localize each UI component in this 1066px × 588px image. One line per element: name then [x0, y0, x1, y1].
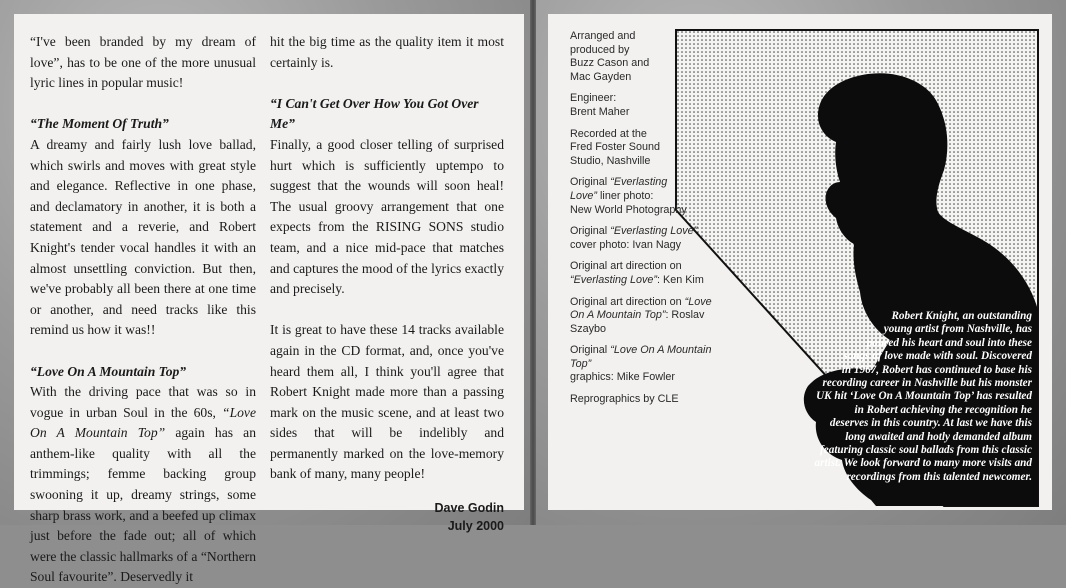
credit-producers: Arranged and produced by Buzz Cason and Mac Gayden [570, 30, 650, 83]
closing-paragraph: It is great to have these 14 tracks available again in the CD format, and, once you've heard them all, I think you'll agree that Robert Knight made more than a passing mark on the music scene, and at least two sides that will be indelibly and permanently marked on the love-memory bank of many, many people! [270, 322, 504, 482]
track-heading-cant-get-over: “I Can't Get Over How You Got Over Me” [270, 95, 479, 132]
track-review-cant-get-over: Finally, a good closer telling of surprised hurt which is sufficiently uptempo to suggest that the wounds will soon heal! The usual groovy arrangement that one expects from the RISING SONS studio team, and a nice mid-pace that matches and captures the mood of the lyrics exactly and precisely. [270, 136, 504, 297]
left-page [0, 0, 530, 585]
track-review-moment-of-truth: A dreamy and fairly lush love ballad, which swirls and moves with great style and elegance. Reflective in one phase, and declamatory in another, it is both a statement and a reverie, and Robert Knight's tender vocal handles it with an almost unsettling conviction. But then, we've probably all been there at one time or another, and need tracks like this remind us how it was!! [30, 136, 256, 338]
track-heading-moment-of-truth: “The Moment Of Truth” [30, 116, 169, 132]
right-page [536, 0, 1066, 525]
signature-date: July 2000 [447, 519, 504, 534]
track-heading-love-on-a-mountain-top: “Love On A Mountain Top” [30, 363, 187, 379]
credit-graphics: Original “Love On A Mountain Top” graphics: Mike Fowler [570, 344, 712, 384]
credit-studio: Recorded at the Fred Foster Sound Studio, Nashville [570, 127, 661, 167]
track-review-love-on-a-mountain-top: With the driving pace that was so in vogue in urban Soul in the 60s, “Love On A Mountain Top” again has an anthem-like quality with all the trimmings; femme backing group swooning it up, dreamy strings, some sharp brass work, and a beefed up climax just before the fade out; all of which were the classic hallmarks of a “Northern Soul favourite”. Deservedly it [30, 384, 256, 585]
credit-cover-photo: Original “Everlasting Love” cover photo: Ivan Nagy [570, 225, 698, 251]
credit-art-direction-1: Original art direction on “Everlasting Love”: Ken Kim [570, 260, 704, 286]
author-signature: Dave Godin [434, 501, 504, 516]
production-credits [570, 30, 720, 415]
liner-notes-panel [14, 14, 524, 585]
continued-paragraph: hit the big time as the quality item it most certainly is. [270, 34, 504, 70]
credit-liner-photo: Original “Everlasting Love” liner photo: New World Photography [570, 176, 687, 216]
credit-engineer: Engineer: Brent Maher [570, 92, 630, 118]
liner-notes-column-2 [270, 32, 504, 535]
credit-reprographics: Reprographics by CLE [570, 393, 679, 406]
artist-bio-caption: Robert Knight, an outstanding young artist from Nashville, has poured his heart and soul into these songs of love made with soul. Discovered in 1967, Robert has continued to base his recording career in Nashville but his monster UK hit ‘Love On A Mountain Top’ has resulted in Robert achieving the recognition he deserves in this country. At last we have this long awaited and hotly demanded album featuring classic soul ballads from this classic artist. We look forward to many more visits and recordings from this talented newcomer. [814, 310, 1032, 483]
credit-art-direction-2: Original art direction on “Love On A Mountain Top”: Roslav Szaybo [570, 295, 712, 335]
intro-paragraph: “I've been branded by my dream of love”, has to be one of the more unusual lyric lines in popular music! [30, 34, 256, 91]
credits-panel [548, 14, 1052, 510]
liner-notes-column-1 [30, 32, 256, 588]
